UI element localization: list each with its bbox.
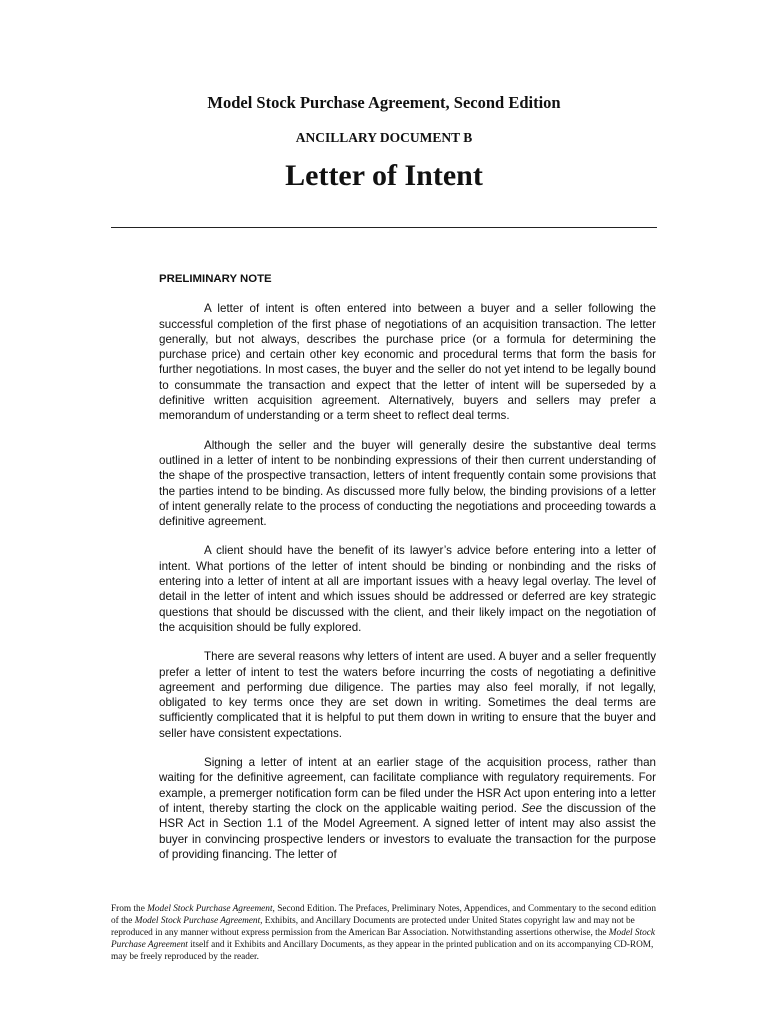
section-heading: PRELIMINARY NOTE bbox=[159, 273, 272, 285]
paragraph-2: Although the seller and the buyer will generally desire the substantive deal terms outlined in a letter of intent to be nonbinding expressions of their then current understanding of the shape of the prospective transaction, letters of intent frequently contain some provisions that the parties intend to be binding. As discussed more fully below, the binding provisions of a letter of intent generally relate to the process of conducting the negotiations and proceeding towards a definitive agreement. bbox=[159, 438, 656, 529]
footnote-italic-title: Model Stock Purchase Agreement bbox=[111, 927, 656, 950]
footnote-text: From the bbox=[111, 904, 148, 914]
book-title: Model Stock Purchase Agreement, Second Edition bbox=[207, 93, 561, 112]
footnote-italic-title: Model Stock Purchase Agreement bbox=[134, 915, 261, 926]
paragraph-4: There are several reasons why letters of intent are used. A buyer and a seller frequently prefer a letter of intent to test the waters before incurring the costs of negotiating a definitive agreement and performing due diligence. The parties may also feel morally, if not legally, obligated to key terms once they are set down in writing. Sometimes the deal terms are sufficiently complicated that it is helpful to put them down in writing to ensure that the buyer and seller have consistent expectations. bbox=[159, 650, 656, 740]
footnote-text: , Second Edition. The Prefaces, Preliminary Notes, Appendices, and Commentary to the second edition of the bbox=[111, 904, 657, 926]
paragraph-5 bbox=[159, 755, 656, 862]
copyright-footnote bbox=[111, 904, 659, 964]
paragraph-5-text-b: the discussion of the HSR Act in Section 1.1 of the Model Agreement. A signed letter of intent may also assist the buyer in convincing prospective lenders or investors to evaluate the transaction for the purpose of providing financing. The letter of bbox=[159, 801, 657, 861]
paragraph-5-text-a: Signing a letter of intent at an earlier stage of the acquisition process, rather than waiting for the definitive agreement, can facilitate compliance with regulatory requirements. For example, a premerger notification form can be filed under the HSR Act upon entering into a letter of intent, thereby starting the clock on the applicable waiting period. bbox=[159, 756, 656, 815]
see-citation: See bbox=[521, 801, 543, 815]
paragraph-3: A client should have the benefit of its lawyer’s advice before entering into a letter of intent. What portions of the letter of intent should be binding or nonbinding and the risks of entering into a letter of intent at all are important issues with a heavy legal overlay. The level of detail in the letter of intent and which issues should be addressed or deferred are key strategic questions that should be discussed with the client, and their likely impact on the negotiation of the acquisition should be fully explored. bbox=[159, 544, 656, 634]
footnote-text: itself and it Exhibits and Ancillary Documents, as they appear in the printed publication and on its accompanying CD-ROM, may be freely reproduced by the reader. bbox=[111, 939, 654, 962]
document-body bbox=[159, 272, 656, 876]
footnote-text: , Exhibits, and Ancillary Documents are protected under United States copyright law and may not be reproduced in any manner without express permission from the American Bar Association. Notwithstanding assertions otherwise, the bbox=[111, 915, 635, 938]
paragraph-1: A letter of intent is often entered into between a buyer and a seller following the successful completion of the first phase of negotiations of an acquisition transaction. The letter generally, but not always, describes the purchase price (or a formula for determining the purchase price) and certain other key economic and procedural terms that form the basis for further negotiations. In most cases, the buyer and the seller do not yet intend to be legally bound to consummate the transaction and expect that the letter of intent will be superseded by a definitive written acquisition agreement. Alternatively, buyers and sellers may prefer a memorandum of understanding or a term sheet to reflect deal terms. bbox=[159, 302, 656, 423]
footnote-italic-title: Model Stock Purchase Agreement bbox=[147, 904, 273, 914]
page-title: Letter of Intent bbox=[285, 159, 483, 192]
ancillary-document-label: ANCILLARY DOCUMENT B bbox=[295, 130, 473, 145]
title-divider bbox=[111, 227, 657, 228]
